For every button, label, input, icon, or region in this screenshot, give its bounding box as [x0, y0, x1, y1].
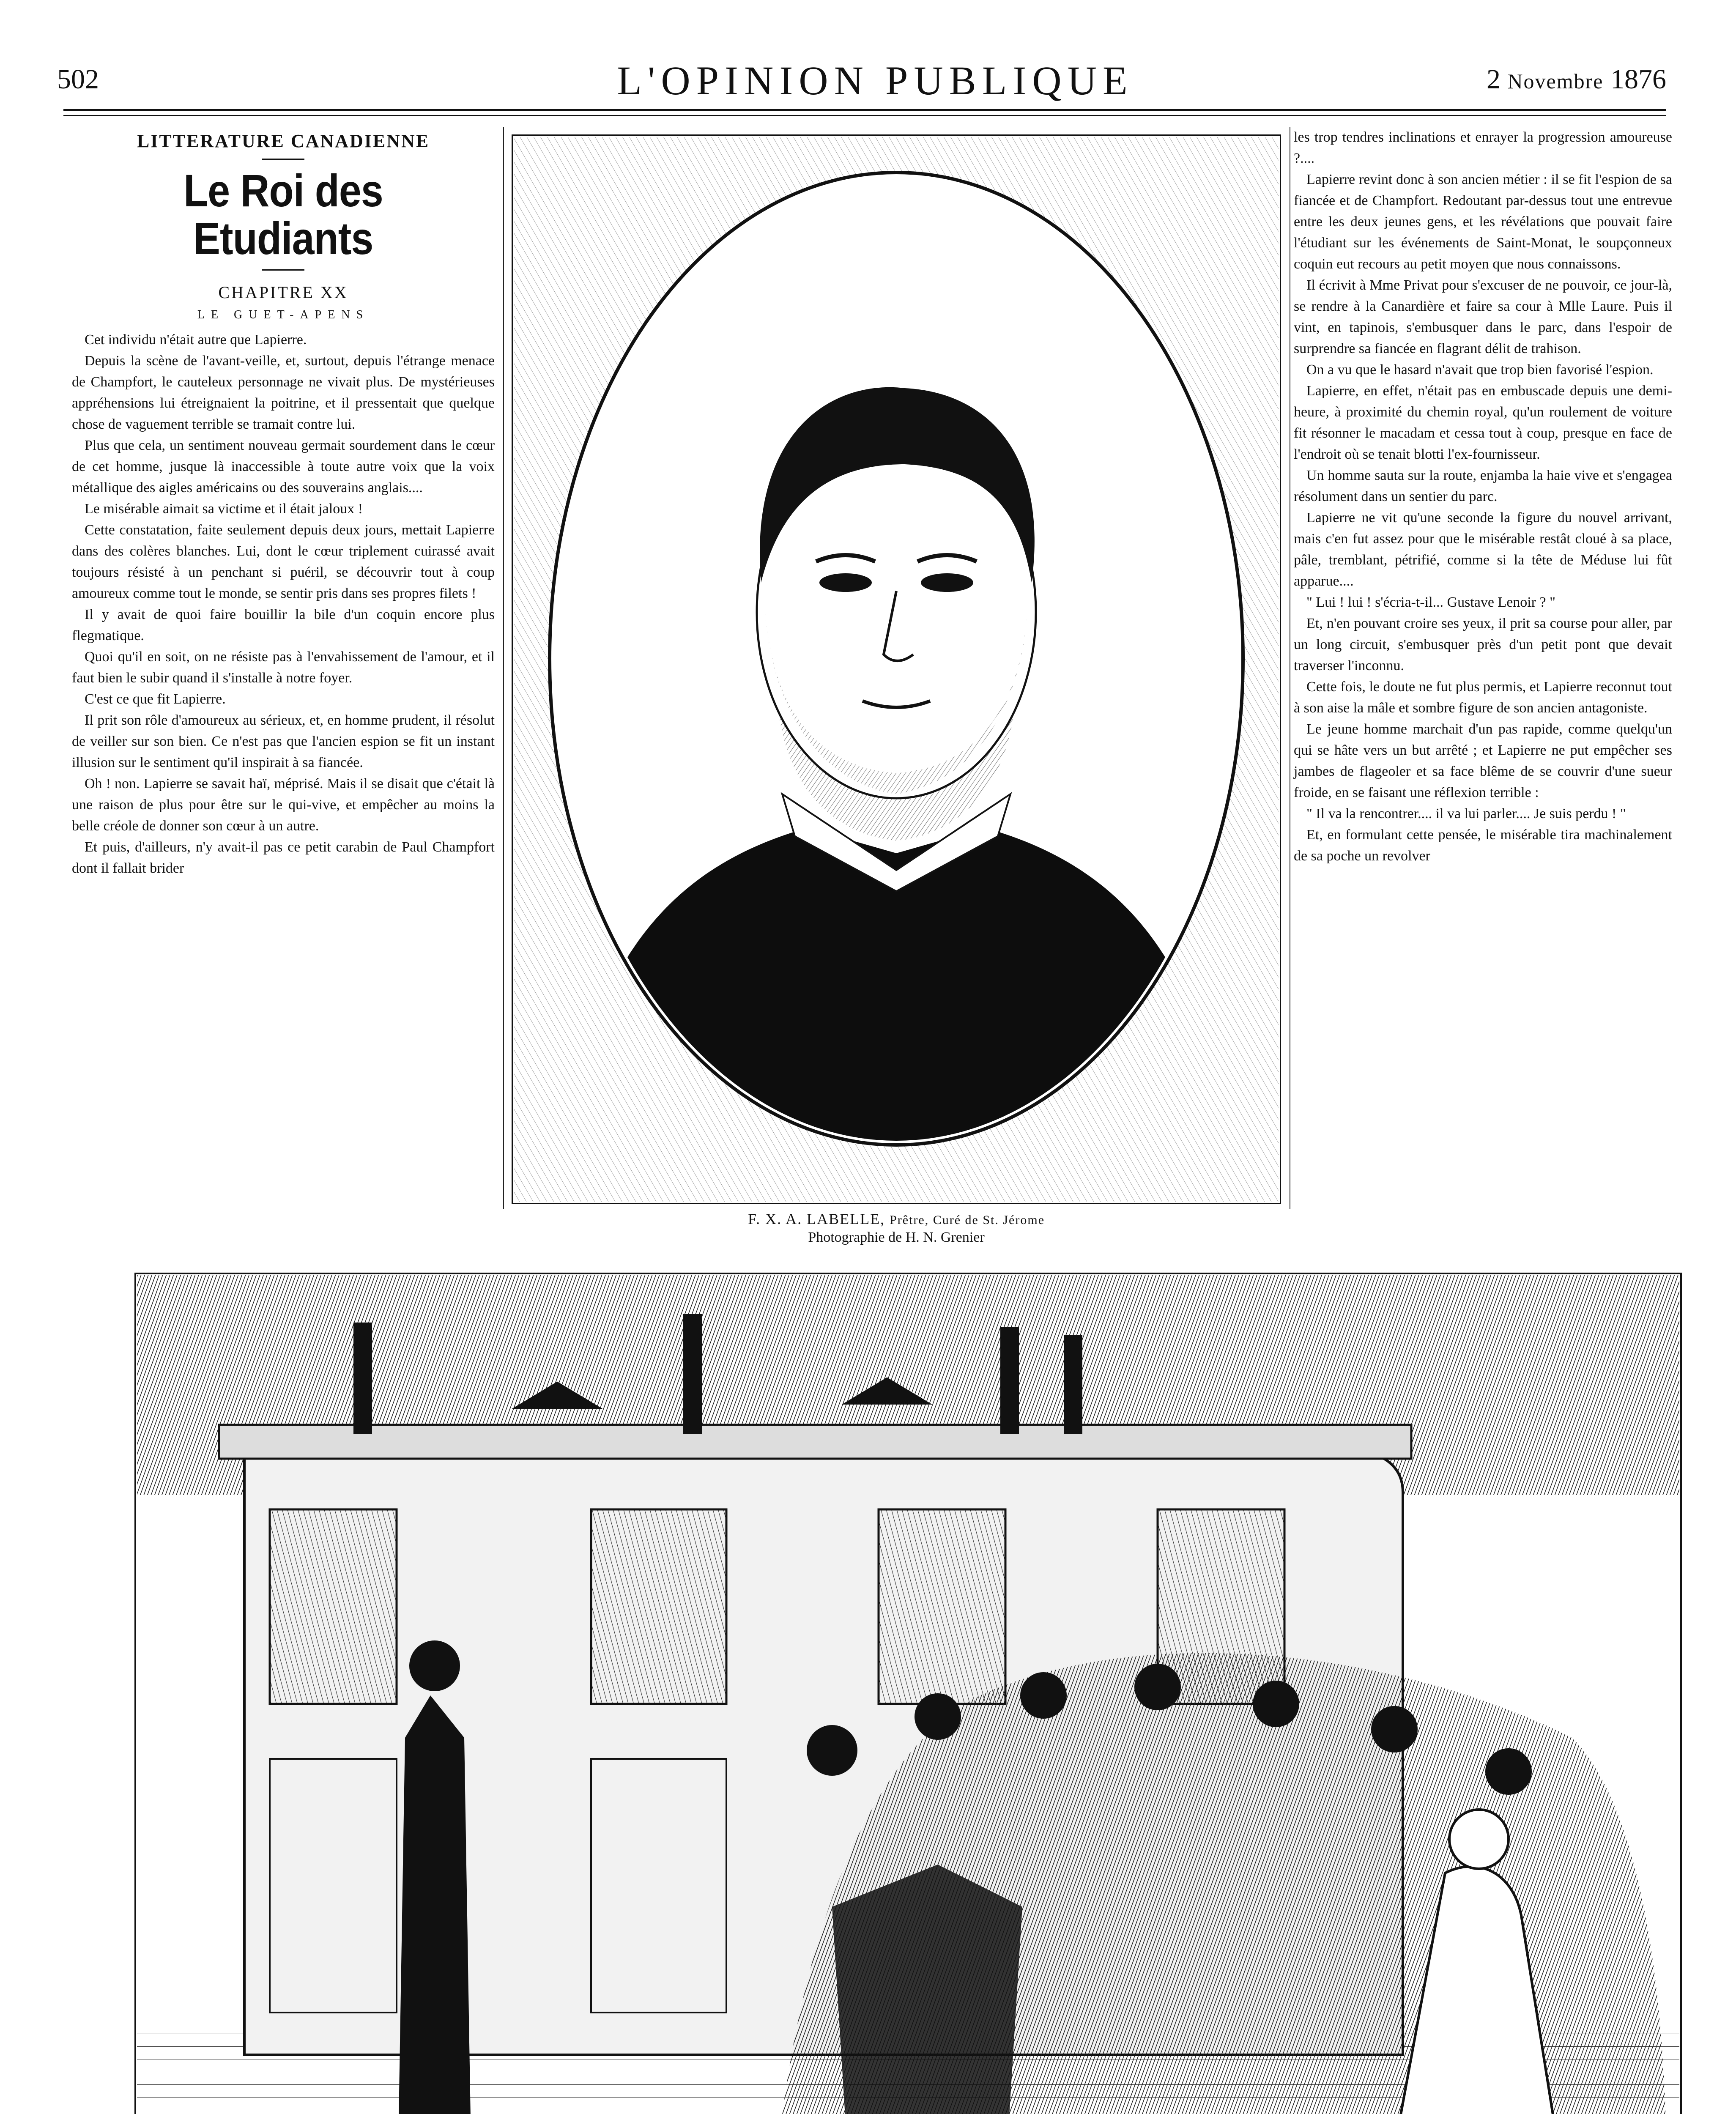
section-label: LITTERATURE CANADIENNE: [137, 131, 430, 151]
paragraph: Un homme sauta sur la route, enjamba la haie vive et s'engagea résolument dans un sentier du parc.: [1294, 468, 1672, 504]
paragraph: Il écrivit à Mme Privat pour s'excuser de ne pouvoir, ce jour-là, se rendre à la Canardière et faire sa cour à Mlle Laure. Puis il vint, en tapinois, s'embusquer dans le parc, dans l'espoir de surprendre sa fiancée en flagrant délit de trahison.: [1294, 277, 1672, 356]
chimney: [354, 1323, 371, 1433]
paragraph: On a vu que le hasard n'avait que trop bien favorisé l'espion.: [1306, 362, 1654, 378]
masthead-title: L'OPINION PUBLIQUE: [617, 58, 1134, 103]
story-title: Le Roi des Etudiants: [183, 165, 383, 264]
paragraph: C'est ce que fit Lapierre.: [85, 691, 226, 707]
station-engraving: [134, 1273, 1682, 2114]
paragraph: " Il va la rencontrer.... il va lui parler.... Je suis perdu ! ": [1306, 806, 1626, 822]
paragraph: Oh ! non. Lapierre se savait haï, méprisé. Mais il se disait que c'était là une raison de plus pour être sur le qui-vive, et empêcher au moins la belle créole de donner son cœur à un autre.: [72, 775, 495, 834]
article-body-right: [1294, 127, 1672, 867]
page-number: 502: [57, 64, 99, 95]
title-divider: [262, 269, 304, 271]
chimney: [684, 1315, 701, 1433]
crowd-head: [1371, 1706, 1418, 1753]
paragraph: Cet individu n'était autre que Lapierre.: [85, 331, 307, 348]
paragraph: Et, n'en pouvant croire ses yeux, il prit sa course pour aller, par un long circuit, s'embusquer près d'un petit pont que devait traverser l'inconnu.: [1294, 616, 1672, 674]
chapter-subtitle: LE GUET-APENS: [197, 308, 370, 321]
carriage-window: [879, 1509, 1005, 1704]
carriage-window: [270, 1509, 397, 1704]
paragraph: Le misérable aimait sa victime et il était jaloux !: [85, 501, 363, 517]
issue-date: [1487, 63, 1666, 96]
chimney: [1065, 1336, 1082, 1433]
carriage-window: [591, 1509, 726, 1704]
portrait-caption-name: F. X. A. LABELLE,: [748, 1210, 885, 1227]
issue-date-day: 2: [1486, 64, 1501, 95]
soldier-figure: [397, 1695, 473, 2114]
column-rule-left: [503, 127, 504, 1209]
paragraph: Quoi qu'il en soit, on ne résiste pas à l'envahissement de l'amour, et il faut bien le subir quand il s'installe à notre foyer.: [72, 649, 495, 686]
paragraph: Le jeune homme marchait d'un pas rapide, comme quelqu'un qui se hâte vers un but arrêté ; et Lapierre ne put empêcher ses jambes de flageoler et sa face blême de se couvrir d'une sueur froide, en se faisant une réflexion terrible :: [1294, 721, 1672, 800]
paragraph: Et puis, d'ailleurs, n'y avait-il pas ce petit carabin de Paul Champfort dont il fallait brider: [72, 839, 495, 876]
officer-figure: [832, 1865, 1022, 2114]
paragraph: les trop tendres inclinations et enrayer la progression amoureuse ?....: [1294, 129, 1672, 166]
crowd-head: [807, 1725, 857, 1776]
paragraph: Cette constatation, faite seulement depuis deux jours, mettait Lapierre dans des colères blanches. Lui, dont le cœur triplement cuirassé avait toujours résisté à un penchant si puéril, se découvrir tout à coup amoureux comme tout le monde, se sentir pris dans ses propres filets !: [72, 522, 495, 601]
paragraph: Cette fois, le doute ne fut plus permis, et Lapierre reconnut tout à son aise la mâle et sombre figure de son ancien antagoniste.: [1294, 679, 1672, 716]
paragraph: Lapierre revint donc à son ancien métier : il se fit l'espion de sa fiancée et de Champfort. Redoutant par-dessus tout une entrevue entre les deux jeunes gens, et les révélations que pouvait faire l'étudiant sur les événements de Saint-Monat, le soupçonneux coquin eut recours au petit moyen que nous connaissons.: [1294, 172, 1672, 272]
crowd-head: [1253, 1681, 1299, 1727]
portrait-caption-title: Prêtre, Curé de St. Jérome: [890, 1213, 1045, 1227]
soldier-helmet: [409, 1640, 460, 1691]
crowd-head: [915, 1693, 961, 1740]
masthead-rule-thin: [63, 115, 1666, 116]
article-body-left: [72, 329, 495, 879]
masthead-rule: [63, 109, 1666, 111]
article-column-left: [72, 127, 495, 879]
paragraph: Plus que cela, un sentiment nouveau germait sourdement dans le cœur de cet homme, jusque là inaccessible à toute autre voix que la voix métallique des aigles américains ou des souverains anglais....: [72, 437, 495, 496]
issue-date-year: 1876: [1610, 64, 1666, 95]
chapter-title: CHAPITRE XX: [218, 282, 348, 302]
crowd-head: [1485, 1748, 1532, 1795]
portrait-credit: Photographie de H. N. Grenier: [808, 1230, 985, 1245]
right-eye: [921, 573, 973, 592]
crowd-head: [1020, 1672, 1067, 1719]
paragraph: Depuis la scène de l'avant-veille, et, surtout, depuis l'étrange menace de Champfort, le cauteleux personnage ne vivait plus. De mystérieuses appréhensions lui étreignaient la poitrine, et il pressentait que quelque chose de vaguement terrible se tramait contre lui.: [72, 353, 495, 432]
chimney: [1001, 1328, 1018, 1433]
paragraph: Il prit son rôle d'amoureux au sérieux, et, en homme prudent, il résolut de veiller sur son bien. Ce n'est pas que l'ancien espion se fit un instant illusion sur le sentiment qu'il inspirait à sa fiancée.: [72, 712, 495, 770]
paragraph: Lapierre, en effet, n'était pas en embuscade depuis une demi-heure, à proximité du chemin royal, qu'un roulement de voiture fit résonner le macadam et cessa tout à coup, presque en face de l'endroit où se tenait blotti l'ex-fournisseur.: [1294, 383, 1672, 462]
portrait-engraving: [512, 134, 1281, 1204]
paragraph: Il y avait de quoi faire bouillir la bile d'un coquin encore plus flegmatique.: [72, 606, 495, 644]
section-divider: [262, 159, 304, 160]
left-eye: [819, 573, 872, 592]
portrait-caption: [512, 1210, 1281, 1228]
article-column-right: [1294, 127, 1672, 867]
paragraph: " Lui ! lui ! s'écria-t-il... Gustave Lenoir ? ": [1306, 594, 1556, 610]
issue-date-month: Novembre: [1507, 69, 1604, 93]
paragraph: Et, en formulant cette pensée, le misérable tira machinalement de sa poche un revolver: [1294, 827, 1672, 864]
crowd-head: [1134, 1664, 1181, 1710]
paragraph: Lapierre ne vit qu'une seconde la figure du nouvel arrivant, mais c'en fut assez pour que le misérable restât cloué à sa place, pâle, tremblant, pétrifié, comme si la tête de Méduse lui fût apparue....: [1294, 510, 1672, 589]
woman-head: [1449, 1810, 1509, 1869]
carriage-roof: [219, 1425, 1411, 1459]
